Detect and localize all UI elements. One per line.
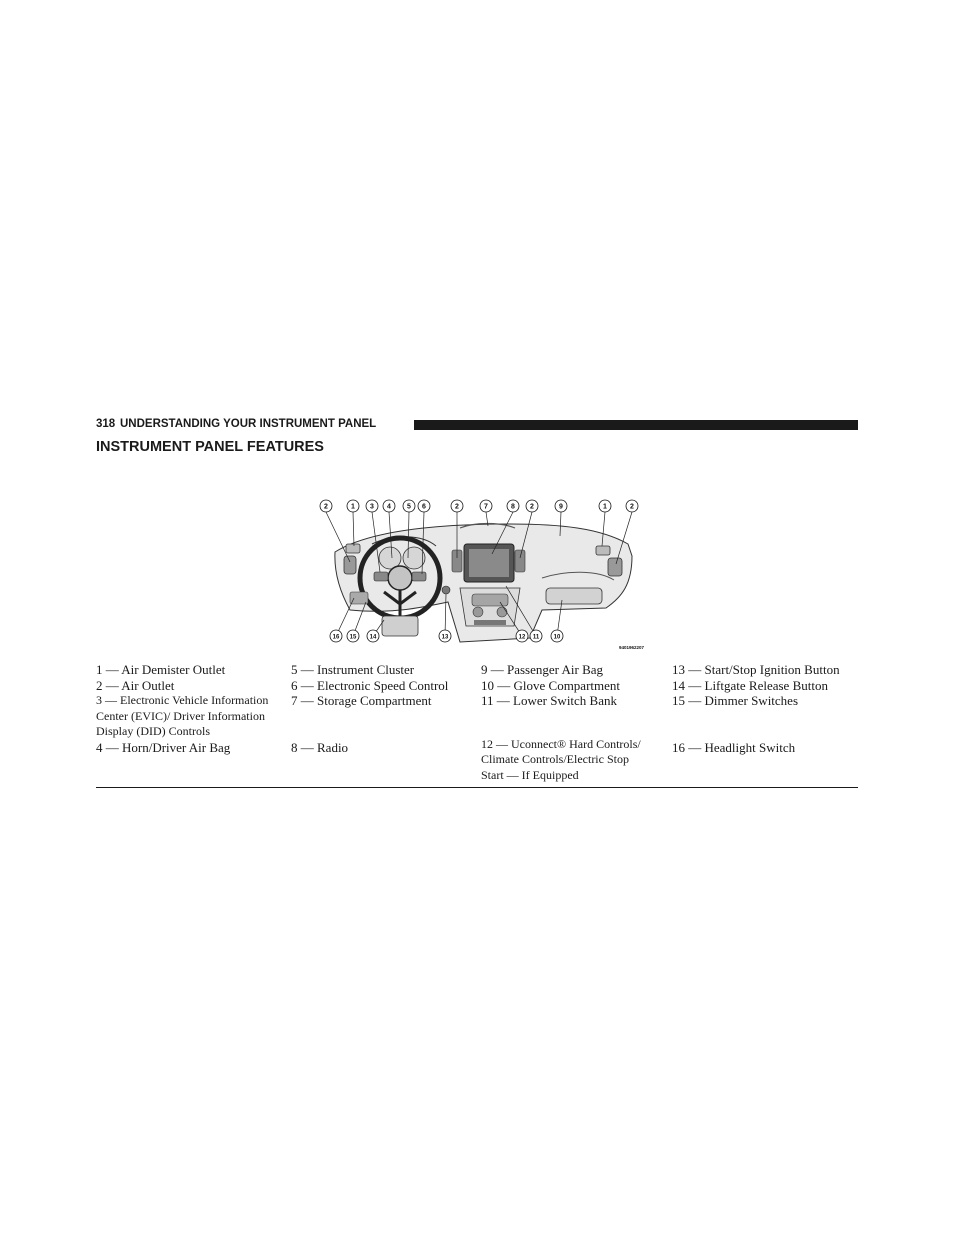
- figure-code: 9401962207: [619, 645, 645, 650]
- legend-item-3-line2: Center (EVIC)/ Driver Information: [96, 709, 265, 723]
- svg-text:14: 14: [369, 634, 377, 641]
- callout-7: [480, 500, 492, 512]
- legend-item-6: 6 — Electronic Speed Control: [291, 678, 449, 693]
- section-title: INSTRUMENT PANEL FEATURES: [96, 439, 324, 455]
- callout-10: [551, 630, 563, 642]
- callout-2c: [526, 500, 538, 512]
- callout-9: [555, 500, 567, 512]
- legend-item-12: 12 — Uconnect® Hard Controls/: [481, 737, 641, 751]
- legend-item-16: 16 — Headlight Switch: [672, 740, 796, 755]
- page-header: [96, 417, 858, 433]
- svg-text:12: 12: [518, 634, 526, 641]
- legend-item-11: 11 — Lower Switch Bank: [481, 693, 617, 708]
- callout-16: [330, 630, 342, 642]
- svg-text:2: 2: [324, 503, 328, 511]
- callout-2b: [451, 500, 463, 512]
- chapter-title: UNDERSTANDING YOUR INSTRUMENT PANEL: [120, 418, 377, 430]
- legend-item-13: 13 — Start/Stop Ignition Button: [672, 662, 840, 677]
- bottom-rule: [96, 787, 858, 788]
- callout-4: [383, 500, 395, 512]
- legend-item-14: 14 — Liftgate Release Button: [672, 678, 828, 693]
- legend-item-10: 10 — Glove Compartment: [481, 678, 621, 693]
- svg-text:7: 7: [484, 503, 488, 511]
- svg-text:16: 16: [332, 634, 340, 641]
- callout-14: [367, 630, 379, 642]
- callout-8: [507, 500, 519, 512]
- legend-item-8: 8 — Radio: [291, 740, 349, 755]
- instrument-panel-drawing: [310, 492, 650, 652]
- legend-item-4: 4 — Horn/Driver Air Bag: [96, 740, 231, 755]
- callout-5: [403, 500, 415, 512]
- callout-2d: [626, 500, 638, 512]
- svg-text:2: 2: [455, 503, 459, 511]
- callout-3: [366, 500, 378, 512]
- legend-item-7: 7 — Storage Compartment: [291, 693, 432, 708]
- header-bar: [414, 420, 858, 430]
- legend-item-9: 9 — Passenger Air Bag: [481, 662, 604, 677]
- svg-text:5: 5: [407, 503, 411, 511]
- svg-text:1: 1: [603, 503, 607, 511]
- legend-item-3: 3 — Electronic Vehicle Information: [96, 693, 269, 707]
- svg-text:1: 1: [351, 503, 355, 511]
- page-number: 318: [96, 418, 116, 430]
- legend-item-1: 1 — Air Demister Outlet: [96, 662, 226, 677]
- svg-text:9: 9: [559, 503, 563, 511]
- svg-text:8: 8: [511, 503, 515, 511]
- callout-6: [418, 500, 430, 512]
- callout-1b: [599, 500, 611, 512]
- callout-13: [439, 630, 451, 642]
- legend-item-15: 15 — Dimmer Switches: [672, 693, 799, 708]
- svg-text:10: 10: [553, 634, 561, 641]
- svg-text:6: 6: [422, 503, 426, 511]
- legend-item-12-line3: Start — If Equipped: [481, 768, 579, 782]
- legend-item-2: 2 — Air Outlet: [96, 678, 175, 693]
- svg-text:11: 11: [532, 634, 540, 641]
- callout-15: [347, 630, 359, 642]
- svg-text:3: 3: [370, 503, 374, 511]
- callout-1: [347, 500, 359, 512]
- svg-text:4: 4: [387, 503, 391, 511]
- callout-12: [516, 630, 528, 642]
- legend-item-12-line2: Climate Controls/Electric Stop: [481, 752, 629, 766]
- instrument-panel-illustration: [310, 492, 650, 652]
- legend-item-5: 5 — Instrument Cluster: [291, 662, 415, 677]
- callout-2: [320, 500, 332, 512]
- svg-text:2: 2: [630, 503, 634, 511]
- callout-11: [530, 630, 542, 642]
- legend-item-3-line3: Display (DID) Controls: [96, 724, 210, 738]
- svg-text:2: 2: [530, 503, 534, 511]
- svg-text:15: 15: [349, 634, 357, 641]
- svg-text:13: 13: [441, 634, 449, 641]
- legend: [96, 662, 858, 786]
